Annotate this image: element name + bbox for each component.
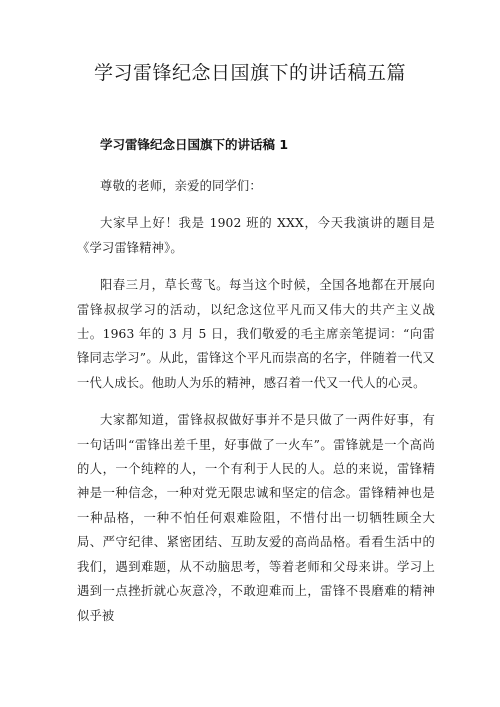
paragraph-spring: 阳春三月，草长莺飞。每当这个时候，全国各地都在开展向雷锋叔叔学习的活动，以纪念这位平凡而又伟大的共产主义战士。1963 年的 3 月 5 日，我们敬爱的毛主席亲笔提词：“向雷锋同志学习”。从此，雷锋这个平凡而崇高的名字，伴随着一代又一代人成长。他助人为乐的精神，感召着一代又一代人的心灵。: [77, 278, 435, 390]
document-body: [77, 136, 435, 641]
paragraph-opening: 大家早上好！我是 1902 班的 XXX，今天我演讲的题目是《学习雷锋精神》。: [77, 216, 435, 255]
section-heading: 学习雷锋纪念日国旗下的讲话稿 1: [100, 137, 289, 152]
document-title: 学习雷锋纪念日国旗下的讲话稿五篇: [93, 62, 406, 84]
paragraph-lei-feng-spirit: 大家都知道，雷锋叔叔做好事并不是只做了一两件好事，有一句话叫“雷锋出差千里，好事做了一火车”。雷锋就是一个高尚的人，一个纯粹的人，一个有利于人民的人。总的来说，雷锋精神是一种信念，一种对党无限忠诚和坚定的信念。雷锋精神也是一种品格，一种不怕任何艰难险阻，不惜付出一切牺牲顾全大局、严守纪律、紧密团结、互助友爱的高尚品格。看看生活中的我们，遇到难题，从不动脑思考，等着老师和父母来讲。学习上遇到一点挫折就心灰意冷，不敢迎难而上，雷锋不畏磨难的精神似乎被: [77, 413, 435, 623]
paragraph-greeting: 尊敬的老师，亲爱的同学们：: [100, 179, 262, 193]
